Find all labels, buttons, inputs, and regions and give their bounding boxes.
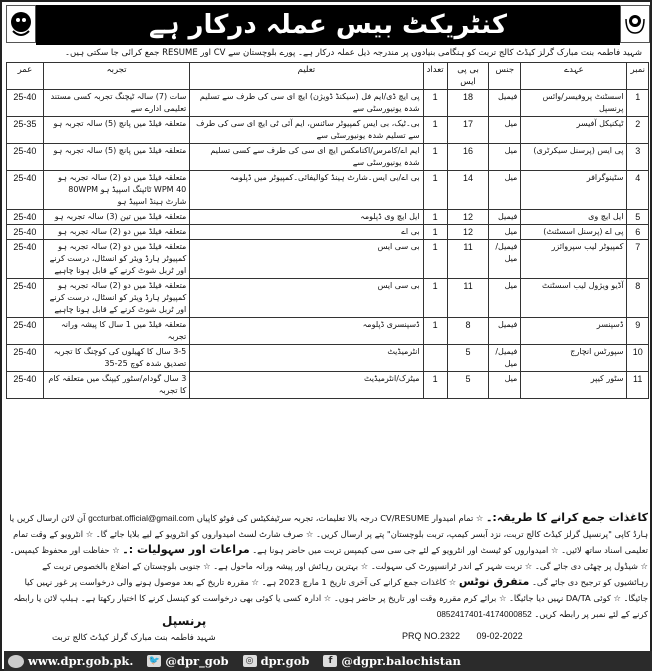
facebook-handle[interactable]: @dgpr.balochistan [341,654,461,668]
row-experience: متعلقہ فیلڈ میں دو (2) سالہ تجربہ ہو 40 WPM ٹائپنگ اسپیڈ ہو 80WPM شارٹ ہینڈ اسپیڈ ہو [43,171,189,210]
table-row [7,171,649,210]
row-age: 25-35 [7,117,44,144]
row-post: آڈیو ویژول لیب اسسٹنٹ [521,279,627,318]
row-age: 25-40 [7,372,44,399]
prq-info [402,631,537,641]
row-age: 25-40 [7,171,44,210]
signature-college: شہید فاطمہ بنت مبارک گرلز کیڈٹ کالج تربت [52,633,216,643]
row-experience: متعلقہ فیلڈ میں پانچ (5) سالہ تجربہ ہو [43,144,189,171]
notes-section [8,510,648,622]
row-bps: 12 [447,225,489,240]
row-post: ٹیکنیکل آفیسر [521,117,627,144]
misc-heading: متفرق نوٹس [458,575,530,588]
row-experience: متعلقہ فیلڈ میں 1 سال کا پیشہ ورانہ تجربہ [43,318,189,345]
row-count: 1 [423,210,447,225]
prq-number: PRQ NO.2322 [402,631,461,641]
row-post: پی ایس (پرسنل سیکرٹری) [521,144,627,171]
benefits-heading: مراعات اور سہولیات :۔ [122,543,250,556]
row-number: 9 [627,318,649,345]
globe-icon [8,655,24,668]
col-post: عہدے [521,63,627,90]
row-post: سٹینوگرافر [521,171,627,210]
footer-bar [4,651,652,671]
row-count: 1 [423,372,447,399]
row-post: پی اے (پرسنل اسسٹنٹ) [521,225,627,240]
signature-title: پرنسپل [162,614,207,628]
row-gender: فیمیل/ میل [489,345,521,372]
row-experience: متعلقہ فیلڈ میں پانچ (5) سالہ تجربہ ہو [43,117,189,144]
table-row [7,117,649,144]
table-row [7,318,649,345]
instagram-handle[interactable]: dpr.gob [260,654,310,668]
row-age: 25-40 [7,345,44,372]
row-education: بی اے [190,225,423,240]
row-gender: فیمیل [489,90,521,117]
row-gender: میل [489,372,521,399]
intro-text: شہید فاطمہ بنت مبارک گرلز کیڈٹ کالج تربت کو ہنگامی بنیادوں پر مندرجہ ذیل عملہ درکار ہے۔ پورے بلوچستان سے CV اور RESUME جمع کرائی جا سکتی ہیں۔ [65,48,642,58]
col-experience: تجربہ [43,63,189,90]
submit-text-1: ☆ تمام امیدوار CV/RESUME درجہ بالا تعلیمات، تجربہ سرٹیفکیٹس کی فوٹو کاپیاں [196,513,484,523]
row-age: 25-40 [7,210,44,225]
twitter-handle[interactable]: @dpr_gob [165,654,229,668]
row-post: ایل ایچ وی [521,210,627,225]
row-count: 1 [423,225,447,240]
row-bps: 18 [447,90,489,117]
benefits-text: ☆ حفاظت اور محفوظ کیمپس۔ ☆ شیڈول پر چھٹی دی جائے گی۔ ☆ تربت شہر کے اندر ٹرانسپورٹ کی سہولت۔ ☆ بہترین رہائش اور پیشہ ورانہ ماحول ہے۔ [9,545,648,571]
row-bps: 12 [447,210,489,225]
row-gender: میل [489,225,521,240]
col-count: تعداد [423,63,447,90]
row-bps: 5 [447,345,489,372]
table-row [7,279,649,318]
row-number: 2 [627,117,649,144]
row-count [423,345,447,372]
row-number: 7 [627,240,649,279]
misc-text-2: ☆ کاغذات جمع کرانے کی آخری تاریخ 1 مارچ 2023 ہے۔ ☆ مقررہ تاریخ کے بعد موصول ہونے والی درخواست پر غور نہیں کیا جائیگا۔ ☆ کوئی DA/TA نہیں دیا جائیگا۔ ☆ برائے کرم مقررہ وقت اور تاریخ پر حاضر ہوں۔ ☆ ادارہ کسی یا کوئی بھی درخواست کو کینسل کرنے کا اختیار رکھتا ہے۔ ہیلپ لائن یا رابطہ کرنے کے لئے نمبر پر رابطہ کریں۔ [13,577,648,619]
row-number: 6 [627,225,649,240]
submit-text-2: آن لائن ارسال کریں یا ہارڈ کاپی "پرنسپل گرلز کیڈٹ کالج تربت، نزد آبسر کیمپ، تربت بلوچستان" پتے پر ارسال کریں۔ ☆ صرف شارٹ لسٹ امیدواروں کو انٹرویو کے لیے بلایا جائے گا۔ ☆ انٹرویو کے وقت تمام تعلیمی اسناد ساتھ لائیں۔ ☆ امیدواروں کو ٹیسٹ اور انٹرویو کے لئے جی سی سی کیمپس تربت میں حاضر ہونا ہے۔ [9,513,648,555]
footer-website[interactable] [8,654,133,668]
misc-text-1: ☆ جنوبی بلوچستان کے اضلاع بالخصوص تربت کے رہائشیوں کو ترجیح دی جائے گی۔ [42,561,648,587]
jobs-table [6,62,649,399]
row-number: 11 [627,372,649,399]
row-gender: میل [489,117,521,144]
row-education: بی سی ایس [190,279,423,318]
row-education: بی سی ایس [190,240,423,279]
row-count: 1 [423,318,447,345]
row-experience: سات (7) سالہ ٹیچنگ تجربہ کسی مستند تعلیمی ادارے سے [43,90,189,117]
row-gender: میل [489,279,521,318]
submit-heading: کاغذات جمع کرانے کا طریقہ:۔ [485,511,648,524]
row-number: 1 [627,90,649,117]
row-education: انٹرمیڈیٹ [190,345,423,372]
row-bps: 8 [447,318,489,345]
row-bps: 16 [447,144,489,171]
table-row [7,240,649,279]
footer-instagram[interactable] [243,654,310,668]
header [6,5,650,45]
row-post: ڈسپنسر [521,318,627,345]
row-experience: 3-5 سال کا کھیلوں کی کوچنگ کا تجربہ تصدیق شدہ کوچ 25-35 [43,345,189,372]
row-count: 1 [423,171,447,210]
email-link[interactable]: gccturbat.official@gmail.com [88,513,195,523]
footer-twitter[interactable] [147,654,228,668]
col-education: تعلیم [190,63,423,90]
row-education: بی۔ٹیک، بی ایس کمپیوٹر سائنس، ایم آئی ٹی ایچ ای سی کی طرف سے تسلیم شدہ یونیورسٹی سے [190,117,423,144]
row-number: 10 [627,345,649,372]
row-age: 25-40 [7,90,44,117]
facebook-icon: f [323,655,337,667]
row-education: میٹرک/انٹرمیڈیٹ [190,372,423,399]
row-count: 1 [423,144,447,171]
col-gender: جنس [489,63,521,90]
row-age: 25-40 [7,225,44,240]
row-age: 25-40 [7,240,44,279]
balochistan-emblem-icon [6,5,36,43]
row-post: سٹور کیپر [521,372,627,399]
prq-date: 09-02-2022 [476,631,523,641]
college-emblem-icon [620,5,650,43]
row-count: 1 [423,279,447,318]
row-gender: فیمیل [489,318,521,345]
table-row [7,225,649,240]
row-bps: 5 [447,372,489,399]
row-education: ڈسپنسری ڈپلومہ [190,318,423,345]
row-age: 25-40 [7,318,44,345]
row-gender: فیمیل [489,210,521,225]
row-experience: متعلقہ فیلڈ میں دو (2) سالہ تجربہ ہو [43,225,189,240]
row-number: 8 [627,279,649,318]
col-age: عمر [7,63,44,90]
row-bps: 17 [447,117,489,144]
row-post: سپورٹس انچارج [521,345,627,372]
row-gender: فیمیل/ میل [489,240,521,279]
col-bps: بی پی ایس [447,63,489,90]
page-title: کنٹریکٹ بیس عملہ درکار ہے [36,5,620,45]
phone-number: 0852417401-4174000852 [436,609,532,619]
row-experience: متعلقہ فیلڈ میں دو (2) سالہ تجربہ ہو کمپیوٹر ہارڈ ویئر کو انسٹال، درست کرنے اور ٹربل شوٹ کرنے کے قابل ہونا چاہیے [43,279,189,318]
row-count: 1 [423,240,447,279]
row-bps: 11 [447,240,489,279]
table-row [7,144,649,171]
col-number: نمبر [627,63,649,90]
table-row [7,210,649,225]
row-gender: میل [489,144,521,171]
row-experience: 3 سال گودام/سٹور کیپنگ میں متعلقہ کام کا تجربہ [43,372,189,399]
row-post: اسسٹنٹ پروفیسر/وائس پرنسپل [521,90,627,117]
website-link[interactable]: www.dpr.gob.pk. [28,654,134,668]
twitter-icon: 🐦 [148,656,161,666]
row-age: 25-40 [7,144,44,171]
row-education: بی اے/بی ایس۔شارٹ ہینڈ کوالیفائی۔کمپیوٹر میں ڈپلومہ [190,171,423,210]
row-post: کمپیوٹر لیب سپروائزر [521,240,627,279]
row-bps: 14 [447,171,489,210]
row-experience: متعلقہ فیلڈ میں تین (3) سالہ تجربہ ہو [43,210,189,225]
row-education: ایل ایچ وی ڈپلومہ [190,210,423,225]
row-bps: 11 [447,279,489,318]
row-gender: میل [489,171,521,210]
row-count: 1 [423,117,447,144]
table-row [7,345,649,372]
row-education: پی ایچ ڈی/ایم فل (سیکنڈ ڈویژن) ایچ ای سی کی طرف سے تسلیم شدہ یونیورسٹی سے [190,90,423,117]
footer-facebook[interactable] [323,654,461,668]
table-row [7,90,649,117]
row-number: 5 [627,210,649,225]
row-count: 1 [423,90,447,117]
row-education: ایم اے/کامرس/اکنامکس ایچ ای سی کی طرف سے کسی تسلیم شدہ یونیورسٹی سے [190,144,423,171]
row-experience: متعلقہ فیلڈ میں دو (2) سالہ تجربہ ہو کمپیوٹر ہارڈ ویئر کو انسٹال، درست کرنے اور ٹربل شوٹ کرنے کے قابل ہونا چاہیے [43,240,189,279]
table-row [7,372,649,399]
table-header-row [7,63,649,90]
row-age: 25-40 [7,279,44,318]
row-number: 4 [627,171,649,210]
instagram-icon: ◎ [243,655,257,667]
row-number: 3 [627,144,649,171]
